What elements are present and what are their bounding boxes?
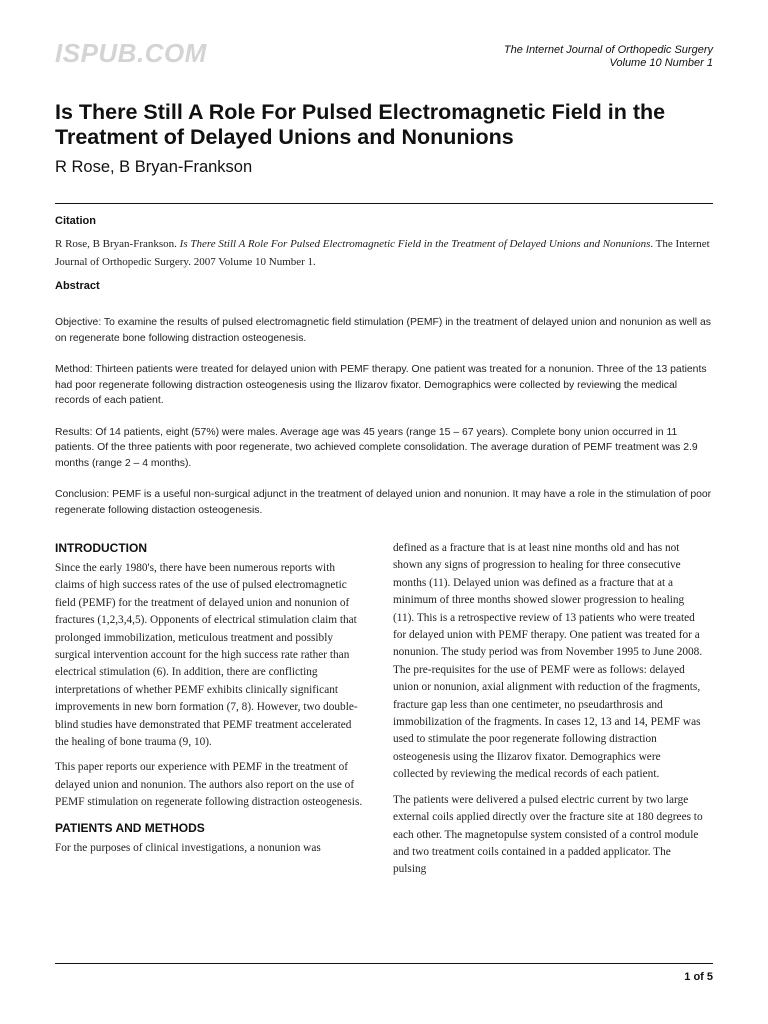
body-column-left — [55, 540, 365, 865]
methods-paragraph-2: The patients were delivered a pulsed electric current by two large external coils applied directly over the fracture site at 180 degrees to each other. The magnetopulse system consisted of a control module and two treatment coils contained in a padded applicator. The pulsing — [393, 793, 703, 876]
methods-paragraph-continued: defined as a fracture that is at least nine months old and has not shown any signs of progression to healing for three consecutive months (11). Delayed union was defined as a fracture that at a minimum of three months showed slower progression to healing (11). This is a retrospective review of 13 patients who were treated for delayed union with PEMF therapy. One patient was treated for a nonunion. The study period was from November 1995 to June 2008. The pre-requisites for the use of PEMF were as follows: delayed union or nonunion, axial alignment with reduction of the fragments, fracture gap less than one centimeter, no pseudarthrosis and immobilization of the fragments. In cases 12, 13 and 14, PEMF was used to stimulate the poor regenerate following distraction osteogenesis using the Ilizarov fixator. Demographics were collected by reviewing the medical records of each patient. — [393, 542, 703, 781]
footer-divider — [55, 963, 713, 964]
journal-name: The Internet Journal of Orthopedic Surgery — [503, 44, 713, 56]
article-authors: R Rose, B Bryan-Frankson — [55, 158, 253, 176]
site-logo: ISPUB.COM — [55, 38, 207, 68]
introduction-heading: INTRODUCTION — [55, 541, 147, 555]
citation-source: . The Internet Journal of Orthopedic Surgery. 2007 Volume 10 Number 1. — [55, 238, 710, 268]
abstract-label: Abstract — [55, 280, 100, 292]
introduction-paragraph-1: Since the early 1980's, there have been numerous reports with claims of high success rates of the use of pulsed electromagnetic field (PEMF) for the treatment of delayed union and nonunion of fractures (1,2,3,4,5). Opponents of electrical stimulation claim that prolonged immobilization, meticulous treatment and possibly surgical intervention account for the high success rate rather than electrical stimulation (6). In addition, there are conflicting interpretations of whether PEMF exhibits clinically significant improvements in new born formation (7, 8). However, two double-blind studies have demonstrated that PEMF treatment accelerated the healing of bone trauma (9, 10). — [55, 562, 358, 749]
body-column-right — [393, 540, 703, 887]
citation-text — [55, 235, 713, 271]
abstract-body — [55, 315, 713, 534]
journal-header — [504, 44, 713, 70]
header-divider — [55, 203, 713, 204]
page-number: 1 of 5 — [684, 971, 713, 983]
abstract-conclusion: Conclusion: PEMF is a useful non-surgical adjunct in the treatment of delayed union and nonunion. It may have a role in the stimulation of poor regenerate following distaction osteogenesis. — [55, 489, 712, 516]
abstract-results: Results: Of 14 patients, eight (57%) were males. Average age was 45 years (range 15 – 67 years). Complete bony union occurred in 11 patients. Of the three patients with poor regenerate, two achieved complete consolidation. The average duration of PEMF treatment was 2.9 months (range 2 – 4 months). — [55, 426, 698, 469]
citation-label: Citation — [55, 215, 96, 227]
abstract-objective: Objective: To examine the results of pulsed electromagnetic field stimulation (PEMF) in the treatment of delayed union and nonunion as well as on regenerate bone following distraction osteogenesis. — [55, 317, 711, 344]
article-title: Is There Still A Role For Pulsed Electromagnetic Field in the Treatment of Delayed Unions and Nonunions — [55, 100, 666, 149]
methods-paragraph-start: For the purposes of clinical investigations, a nonunion was — [55, 841, 321, 854]
citation-title: Is There Still A Role For Pulsed Electromagnetic Field in the Treatment of Delayed Unions and Nonunions — [179, 238, 651, 250]
introduction-paragraph-2: This paper reports our experience with PEMF in the treatment of delayed union and nonunion. The authors also report on the use of PEMF stimulation on regenerate following distraction osteogenesis. — [55, 761, 363, 809]
methods-heading: PATIENTS AND METHODS — [55, 820, 205, 835]
journal-volume: Volume 10 Number 1 — [609, 57, 713, 69]
abstract-method: Method: Thirteen patients were treated for delayed union with PEMF therapy. One patient was treated for a nonunion. Three of the 13 patients had poor regenerate following distraction osteogenesis using the Ilizarov fixator. Demographics were collected by reviewing the medical records of each patient. — [55, 364, 707, 406]
citation-authors: R Rose, B Bryan-Frankson. — [55, 238, 177, 250]
